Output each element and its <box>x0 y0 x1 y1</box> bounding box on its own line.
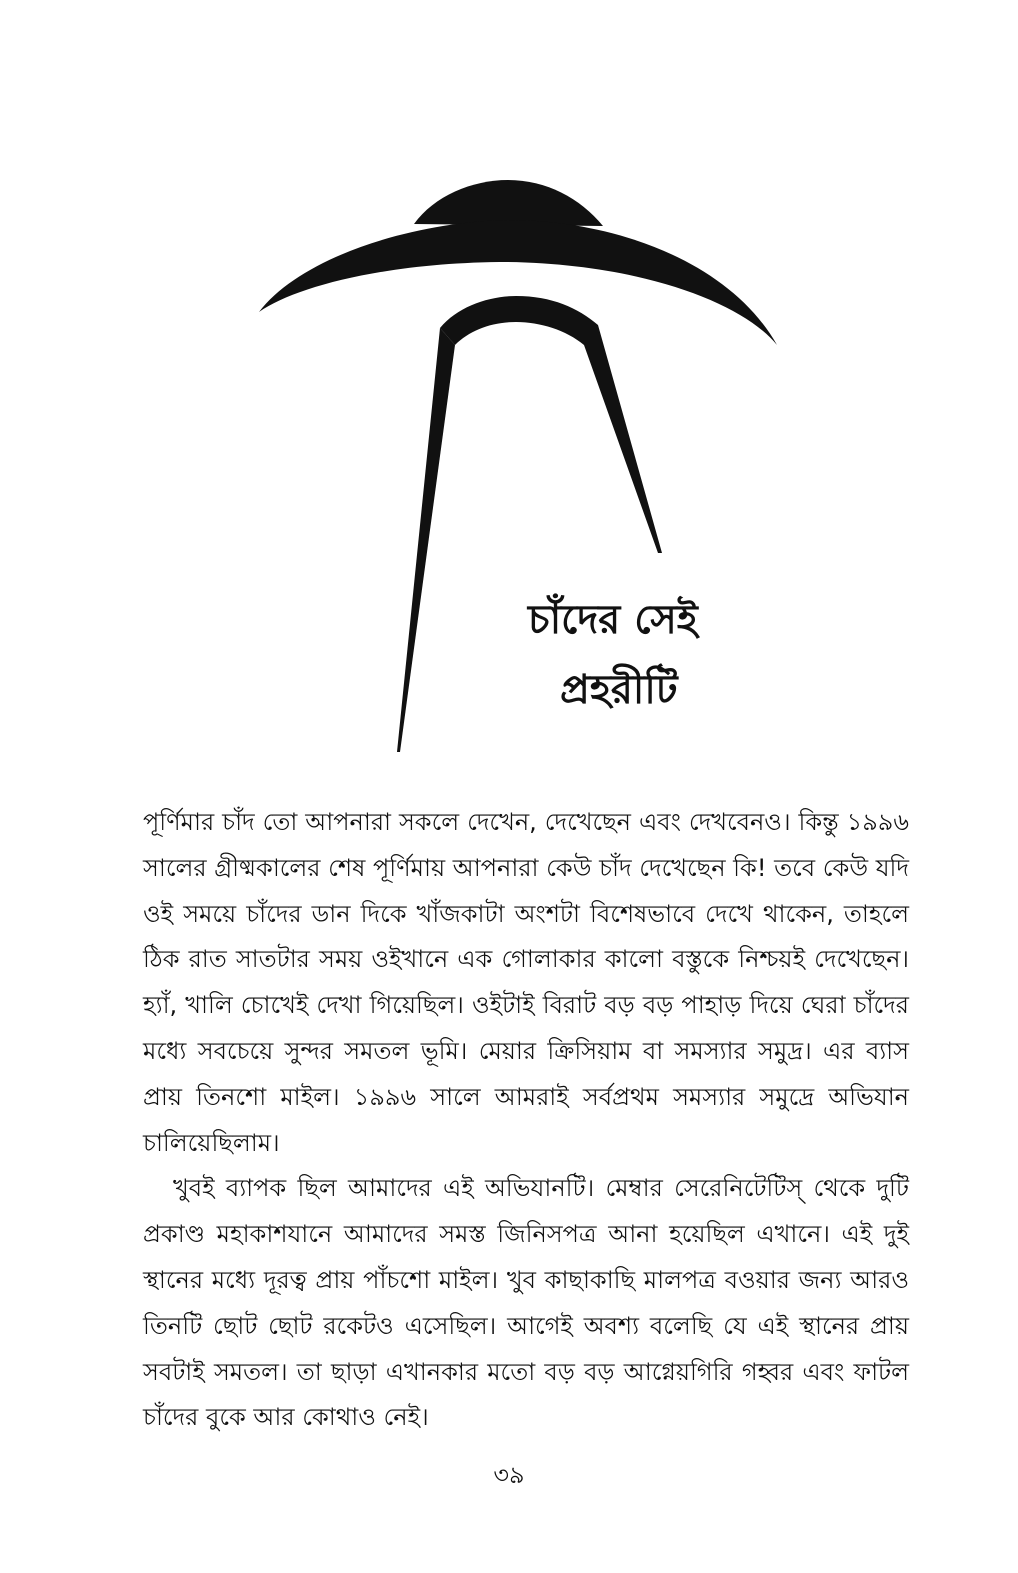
body-paragraph-2: খুবই ব্যাপক ছিল আমাদের এই অভিযানটি। মেম্বার সেরেনিটেটিস্ থেকে দুটি প্রকাণ্ড মহাকাশযানে আমাদের সমস্ত জিনিসপত্র আনা হয়েছিল এখানে। এই দুই স্থানের মধ্যে দূরত্ব প্রায় পাঁচশো মাইল। খুব কাছাকাছি মালপত্র বওয়ার জন্য আরও তিনটি ছোট ছোট রকেটও এসেছিল। আগেই অবশ্য বলেছি যে এই স্থানের প্রায় সবটাই সমতল। তা ছাড়া এখানকার মতো বড় বড় আগ্নেয়গিরি গহ্বর এবং ফাটল চাঁদের বুকে আর কোথাও নেই। <box>143 1174 909 1432</box>
chapter-title-line-2: প্রহরীটি <box>560 667 678 713</box>
beam-arch <box>440 296 662 553</box>
saucer-dome <box>414 180 603 226</box>
beam-left-line <box>397 328 455 752</box>
saucer-rim <box>259 220 777 345</box>
chapter-title-line-1: চাঁদের সেই <box>528 597 698 643</box>
chapter-body <box>143 800 909 1441</box>
body-paragraph-1: পূর্ণিমার চাঁদ তো আপনারা সকলে দেখেন, দেখেছেন এবং দেখবেনও। কিন্তু ১৯৯৬ সালের গ্রীষ্মকালের শেষ পূর্ণিমায় আপনারা কেউ চাঁদ দেখেছেন কি! তবে কেউ যদি ওই সময়ে চাঁদের ডান দিকে খাঁজকাটা অংশটা বিশেষভাবে দেখে থাকেন, তাহলে ঠিক রাত সাতটার সময় ওইখানে এক গোলাকার কালো বস্তুকে নিশ্চয়ই দেখেছেন। হ্যাঁ, খালি চোখেই দেখা গিয়েছিল। ওইটাই বিরাট বড় বড় পাহাড় দিয়ে ঘেরা চাঁদের মধ্যে সবচেয়ে সুন্দর সমতল ভূমি। মেয়ার ক্রিসিয়াম বা সমস্যার সমুদ্র। এর ব্যাস প্রায় তিনশো মাইল। ১৯৯৬ সালে আমরাই সর্বপ্রথম সমস্যার সমুদ্রে অভিযান চালিয়েছিলাম। <box>143 808 909 1157</box>
page-number: ৩৯ <box>493 1461 525 1489</box>
